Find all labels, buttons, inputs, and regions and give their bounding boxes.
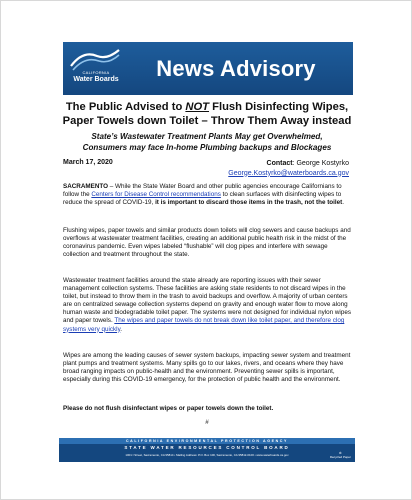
release-date: March 17, 2020 [63,159,113,166]
dateline-city: SACRAMENTO [63,183,109,190]
paragraph-3 [63,277,353,334]
recycled-text: Recycled Paper [329,454,351,459]
headline-line1-start: The Public Advised to [65,101,186,113]
subhead-line1: State’s Wastewater Treatment Plants May get Overwhelmed, [91,132,323,141]
headline-line1-end: Flush Disinfecting Wipes, [209,101,349,113]
logo-state-text: CALIFORNIA [82,70,110,75]
paragraph-2: Flushing wipes, paper towels and similar products down toilets will clog sewers and cause backups and overflows at wastewater treatment facilities, creating an additional public health risk in the midst of the coronavirus pandemic. Even wipes labeled “flushable” will clog pipes and interfere with sewage collection and treatment throughout the state. [63,227,351,259]
footer-agency: CALIFORNIA ENVIRONMENTAL PROTECTION AGENCY [59,438,355,444]
subhead-line2: Consumers may face In-home Plumbing backups and Blockages [82,143,332,152]
recycled-paper-label [330,452,351,459]
p3-end: . [120,325,123,333]
banner-title: News Advisory [156,55,316,81]
headline [21,100,393,128]
subheadline [31,131,383,153]
footer-board: STATE WATER RESOURCES CONTROL BOARD [124,445,290,450]
end-mark: # [205,419,209,426]
logo-name-text: Water Boards [73,76,119,83]
wipes-breakdown-link[interactable]: The wipes and paper towels do not break down like toilet paper, and therefore clog systems very quickly [63,317,345,333]
cdc-recommendations-link[interactable]: Centers for Disease Control recommendations [91,191,221,199]
contact-name: : George Kostyrko [292,160,349,167]
news-advisory-banner [63,42,353,95]
headline-line2: Paper Towels down Toilet – Throw Them Away instead [62,115,352,127]
p1-text-2: to clean surfaces with disinfecting wipes to reduce the spread of COVID-19, [63,191,342,207]
water-wave-icon [67,46,123,72]
headline-emphasis: NOT [185,101,210,113]
p3-text: Wastewater treatment facilities around the state already are reporting issues with their sewer management collection systems. These facilities are asking state residents to not discard wipes in the toilet, but instead to throw them in the trash to avoid backups and overflow. A majority of urban centers are on centralized sewage collection systems depend on gravity and enough water flow to move along human waste and biodegradable toilet paper. The systems were not designed for individual nylon wipes and paper towels. [63,277,351,325]
water-boards-logo [63,42,125,95]
p1-end: . [342,199,344,207]
p1-text-1: – While the State Water Board and other public agencies encourage Californians to follow the [63,183,342,199]
agency-footer [59,438,355,462]
contact-block [228,159,349,178]
paragraph-1 [63,183,353,207]
p1-emphasis: it is important to discard those items in the trash, not the toilet [155,199,343,207]
paragraph-4: Wipes are among the leading causes of sewer system backups, impacting sewer system and treatment plant pumps and treatment systems. Many spills go to our lakes, rivers, and oceans where they have broad ranging impacts on public-health and the environment. Preventing sewer spills is important, especially during this COVID-19 emergency, for the protection of public health and the environment. [63,352,351,384]
footer-address: 1001 I Street, Sacramento, CA 95814 • Mailing Address: P.O. Box 100, Sacramento, CA 95812-0100 • www.waterboards.ca.gov [125,453,289,457]
recycled-icon: ♻ [339,451,342,455]
closing-statement: Please do not flush disinfectant wipes or paper towels down the toilet. [63,405,274,412]
contact-label: Contact [266,160,293,167]
contact-email-link[interactable]: George.Kostyrko@waterboards.ca.gov [228,169,349,177]
